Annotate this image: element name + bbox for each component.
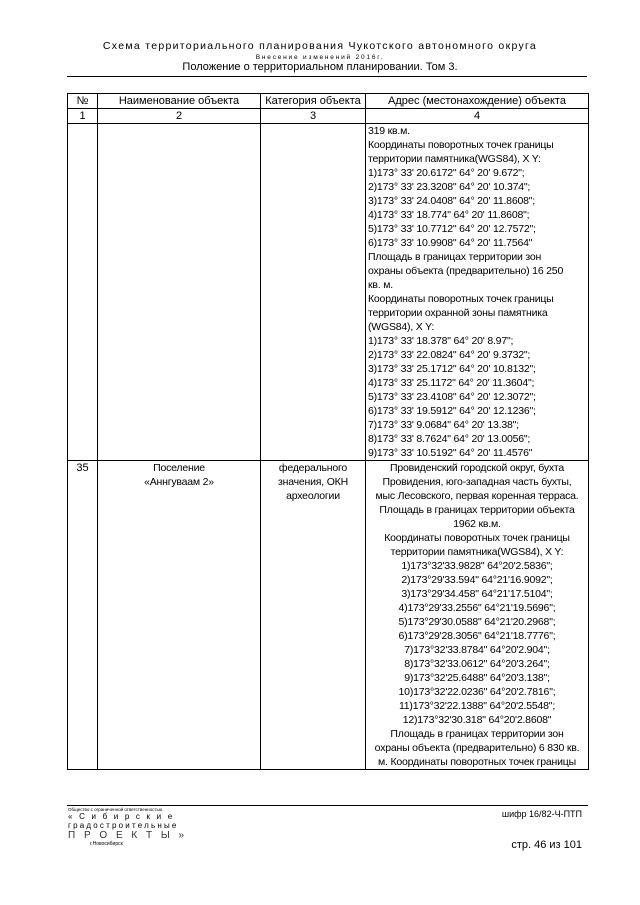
logo-line: градостроительные (68, 821, 179, 830)
address-line: (WGS84), X Y: (368, 321, 435, 333)
address-line: 6)173° 33' 10.9908" 64° 20' 11.7564" (368, 237, 533, 249)
address-line: 8)173° 33' 8.7624" 64° 20' 13.0056"; (368, 433, 531, 445)
address-line: Координаты поворотных точек границы (368, 293, 554, 305)
header-divider (67, 76, 587, 77)
address-line: кв. м. (368, 279, 393, 291)
column-number: 1 (68, 109, 98, 124)
address-line: 8)173°32'33.0612" 64°20'3.264"; (404, 658, 550, 670)
logo-city: г.Новосибирск (90, 841, 123, 847)
address-line: 1)173°32'33.9828" 64°20'2.5836"; (401, 560, 553, 572)
row-category-cell (261, 124, 366, 461)
column-number: 2 (98, 109, 261, 124)
column-number: 4 (366, 109, 589, 124)
address-line: 2)173° 33' 22.0824" 64° 20' 9.3732"; (368, 349, 531, 361)
address-line: Координаты поворотных точек границы (384, 532, 570, 544)
address-line: 6)173° 33' 19.5912" 64° 20' 12.1236"; (368, 405, 536, 417)
address-line: 10)173°32'22.0236" 64°20'2.7816"; (398, 686, 556, 698)
logo-org-form: Общество с ограниченной ответственностью (68, 807, 163, 812)
address-line: 2)173°29'33.594" 64°21'16.9092"; (401, 574, 553, 586)
page-number: стр. 46 из 101 (511, 839, 582, 851)
address-line: 1962 кв.м. (453, 518, 501, 530)
address-line: 319 кв.м. (368, 125, 410, 137)
logo-line: П Р О Е К Т Ы » (68, 830, 188, 841)
address-line: 9)173°32'25.6488" 64°20'3.138"; (404, 672, 550, 684)
column-header-number: № (68, 94, 98, 109)
column-number-row (68, 109, 589, 124)
address-line: территории охранной зоны памятника (368, 307, 548, 319)
row-name-cell (98, 124, 261, 461)
address-line: 5)173°29'30.0588" 64°21'20.2968"; (398, 616, 556, 628)
document-header-subtitle: Внесение изменений 2016г. (255, 54, 385, 61)
address-line: м. Координаты поворотных точек границы (378, 756, 576, 768)
column-header-name: Наименование объекта (98, 94, 261, 109)
address-line: охраны объекта (предварительно) 16 250 (368, 265, 564, 277)
address-line: 3)173° 33' 24.0408" 64° 20' 11.8608"; (368, 195, 535, 207)
row-category-cell (261, 461, 366, 770)
address-line: Провиденский городской округ, бухта (389, 462, 564, 474)
row-number-cell: 35 (68, 461, 98, 770)
footer-divider (67, 805, 588, 806)
address-line: 1)173° 33' 20.6172" 64° 20' 9.672"; (368, 167, 525, 179)
address-line: 4)173° 33' 25.1172" 64° 20' 11.3604"; (368, 377, 535, 389)
company-logo (68, 807, 208, 847)
address-line: 3)173°29'34.458" 64°21'17.5104"; (401, 588, 553, 600)
address-line: 4)173° 33' 18.774" 64° 20' 11.8608"; (368, 209, 530, 221)
row-address-cell (366, 461, 589, 770)
address-line: 12)173°32'30.318" 64°20'2.8608" (402, 714, 552, 726)
address-line: 4)173°29'33.2556" 64°21'19.5696"; (398, 602, 556, 614)
address-line: 6)173°29'28.3056" 64°21'18.7776"; (398, 630, 556, 642)
column-number: 3 (261, 109, 366, 124)
document-header-title: Схема территориального планирования Чукотского автономного округа (102, 40, 538, 52)
address-line: 5)173° 33' 23.4108" 64° 20' 12.3072"; (368, 391, 536, 403)
address-line: 2)173° 33' 23.3208" 64° 20' 10.374"; (368, 181, 531, 193)
address-line: Площадь в границах территории зон (368, 251, 542, 263)
document-header-volume: Положение о территориальном планировании. Том 3. (182, 61, 458, 73)
address-line: 11)173°32'22.1388" 64°20'2.5548"; (398, 700, 556, 712)
table-header-row (68, 94, 589, 109)
address-line: мыс Лесовского, первая коренная терраса. (375, 490, 579, 502)
document-cipher: шифр 16/82-Ч-ПТП (501, 809, 582, 819)
row-address-cell (366, 124, 589, 461)
column-header-address: Адрес (местонахождение) объекта (366, 94, 589, 109)
column-header-category: Категория объекта (261, 94, 366, 109)
table-row-35 (68, 461, 589, 770)
address-line: территории памятника(WGS84), X Y: (390, 546, 564, 558)
address-line: охраны объекта (предварительно) 6 830 кв. (374, 742, 580, 754)
address-line: 3)173° 33' 25.1712" 64° 20' 10.8132"; (368, 363, 536, 375)
address-line: 7)173° 33' 9.0684" 64° 20' 13.38"; (368, 419, 519, 431)
address-line: 5)173° 33' 10.7712" 64° 20' 12.7572"; (368, 223, 536, 235)
address-line: 7)173°32'33.8784" 64°20'2.904"; (404, 644, 550, 656)
object-name-line: «Аннгуваам 2» (144, 476, 214, 488)
row-number-cell (68, 124, 98, 461)
address-line: Провидения, юго-западная часть бухты, (382, 476, 572, 488)
address-line: 1)173° 33' 18.378" 64° 20' 8.97"; (368, 335, 514, 347)
object-category-line: археологии (286, 490, 340, 502)
row-name-cell (98, 461, 261, 770)
address-line: Координаты поворотных точек границы (368, 139, 554, 151)
address-line: территории памятника(WGS84), X Y: (368, 153, 541, 165)
object-category-line: значения, ОКН (278, 476, 348, 488)
address-line: Площадь в границах территории зон (390, 728, 564, 740)
table-row-continued (68, 124, 589, 461)
object-name-line: Поселение (153, 462, 205, 474)
address-line: Площадь в границах территории объекта (379, 504, 575, 516)
object-category-line: федерального (278, 462, 348, 474)
objects-table (67, 93, 589, 770)
address-line: 9)173° 33' 10.5192" 64° 20' 11.4576" (368, 447, 533, 459)
logo-line: « С и б и р с к и е (68, 812, 175, 821)
